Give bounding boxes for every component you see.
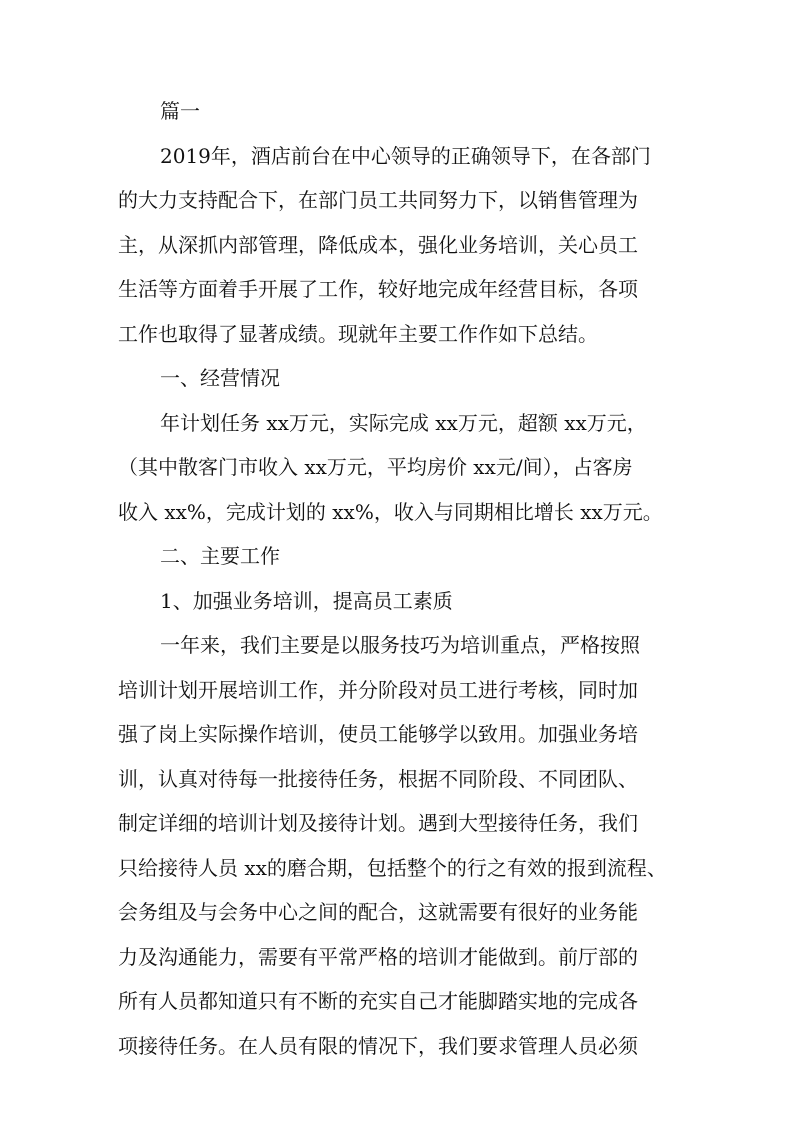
heading-main-work: 二、主要工作 [160, 544, 280, 568]
paragraph-line: 收入 xx%，完成计划的 xx%，收入与同期相比增长 xx万元。 [118, 499, 663, 524]
paragraph-line: 2019年，酒店前台在中心领导的正确领导下，在各部门 [160, 143, 651, 168]
paragraph-line: 项接待任务。在人员有限的情况下，我们要求管理人员必须 [118, 1033, 638, 1058]
paragraph-line: 的大力支持配合下，在部门员工共同努力下，以销售管理为 [118, 188, 638, 212]
paragraph-line: 一年来，我们主要是以服务技巧为培训重点，严格按照 [160, 633, 640, 657]
document-body [118, 94, 688, 1073]
paragraph-line: 主，从深抓内部管理，降低成本，强化业务培训，关心员工 [118, 232, 638, 257]
paragraph-line: 所有人员都知道只有不断的充实自己才能脚踏实地的完成各 [118, 989, 638, 1013]
paragraph-line: 工作也取得了显著成绩。现就年主要工作作如下总结。 [118, 321, 598, 346]
paragraph-line: 年计划任务 xx万元，实际完成 xx万元，超额 xx万元， [160, 410, 647, 435]
paragraph-line: 培训计划开展培训工作，并分阶段对员工进行考核，同时加 [118, 677, 638, 702]
paragraph-line: （其中散客门市收入 xx万元，平均房价 xx元/间），占客房 [118, 455, 633, 479]
paragraph-line: 强了岗上实际操作培训，使员工能够学以致用。加强业务培 [118, 722, 638, 746]
paragraph-line: 只给接待人员 xx的磨合期，包括整个的行之有效的报到流程、 [118, 855, 667, 880]
paragraph-line: 力及沟通能力，需要有平常严格的培训才能做到。前厅部的 [118, 944, 638, 969]
subheading-training: 1、加强业务培训，提高员工素质 [160, 588, 453, 613]
paragraph-line: 制定详细的培训计划及接待计划。遇到大型接待任务，我们 [118, 811, 638, 835]
heading-operations: 一、经营情况 [160, 366, 280, 390]
paragraph-line: 生活等方面着手开展了工作，较好地完成年经营目标，各项 [118, 277, 638, 301]
paragraph-line: 训，认真对待每一批接待任务，根据不同阶段、不同团队、 [118, 766, 638, 791]
section-title: 篇一 [160, 99, 200, 123]
paragraph-line: 会务组及与会务中心之间的配合，这就需要有很好的业务能 [118, 900, 638, 924]
